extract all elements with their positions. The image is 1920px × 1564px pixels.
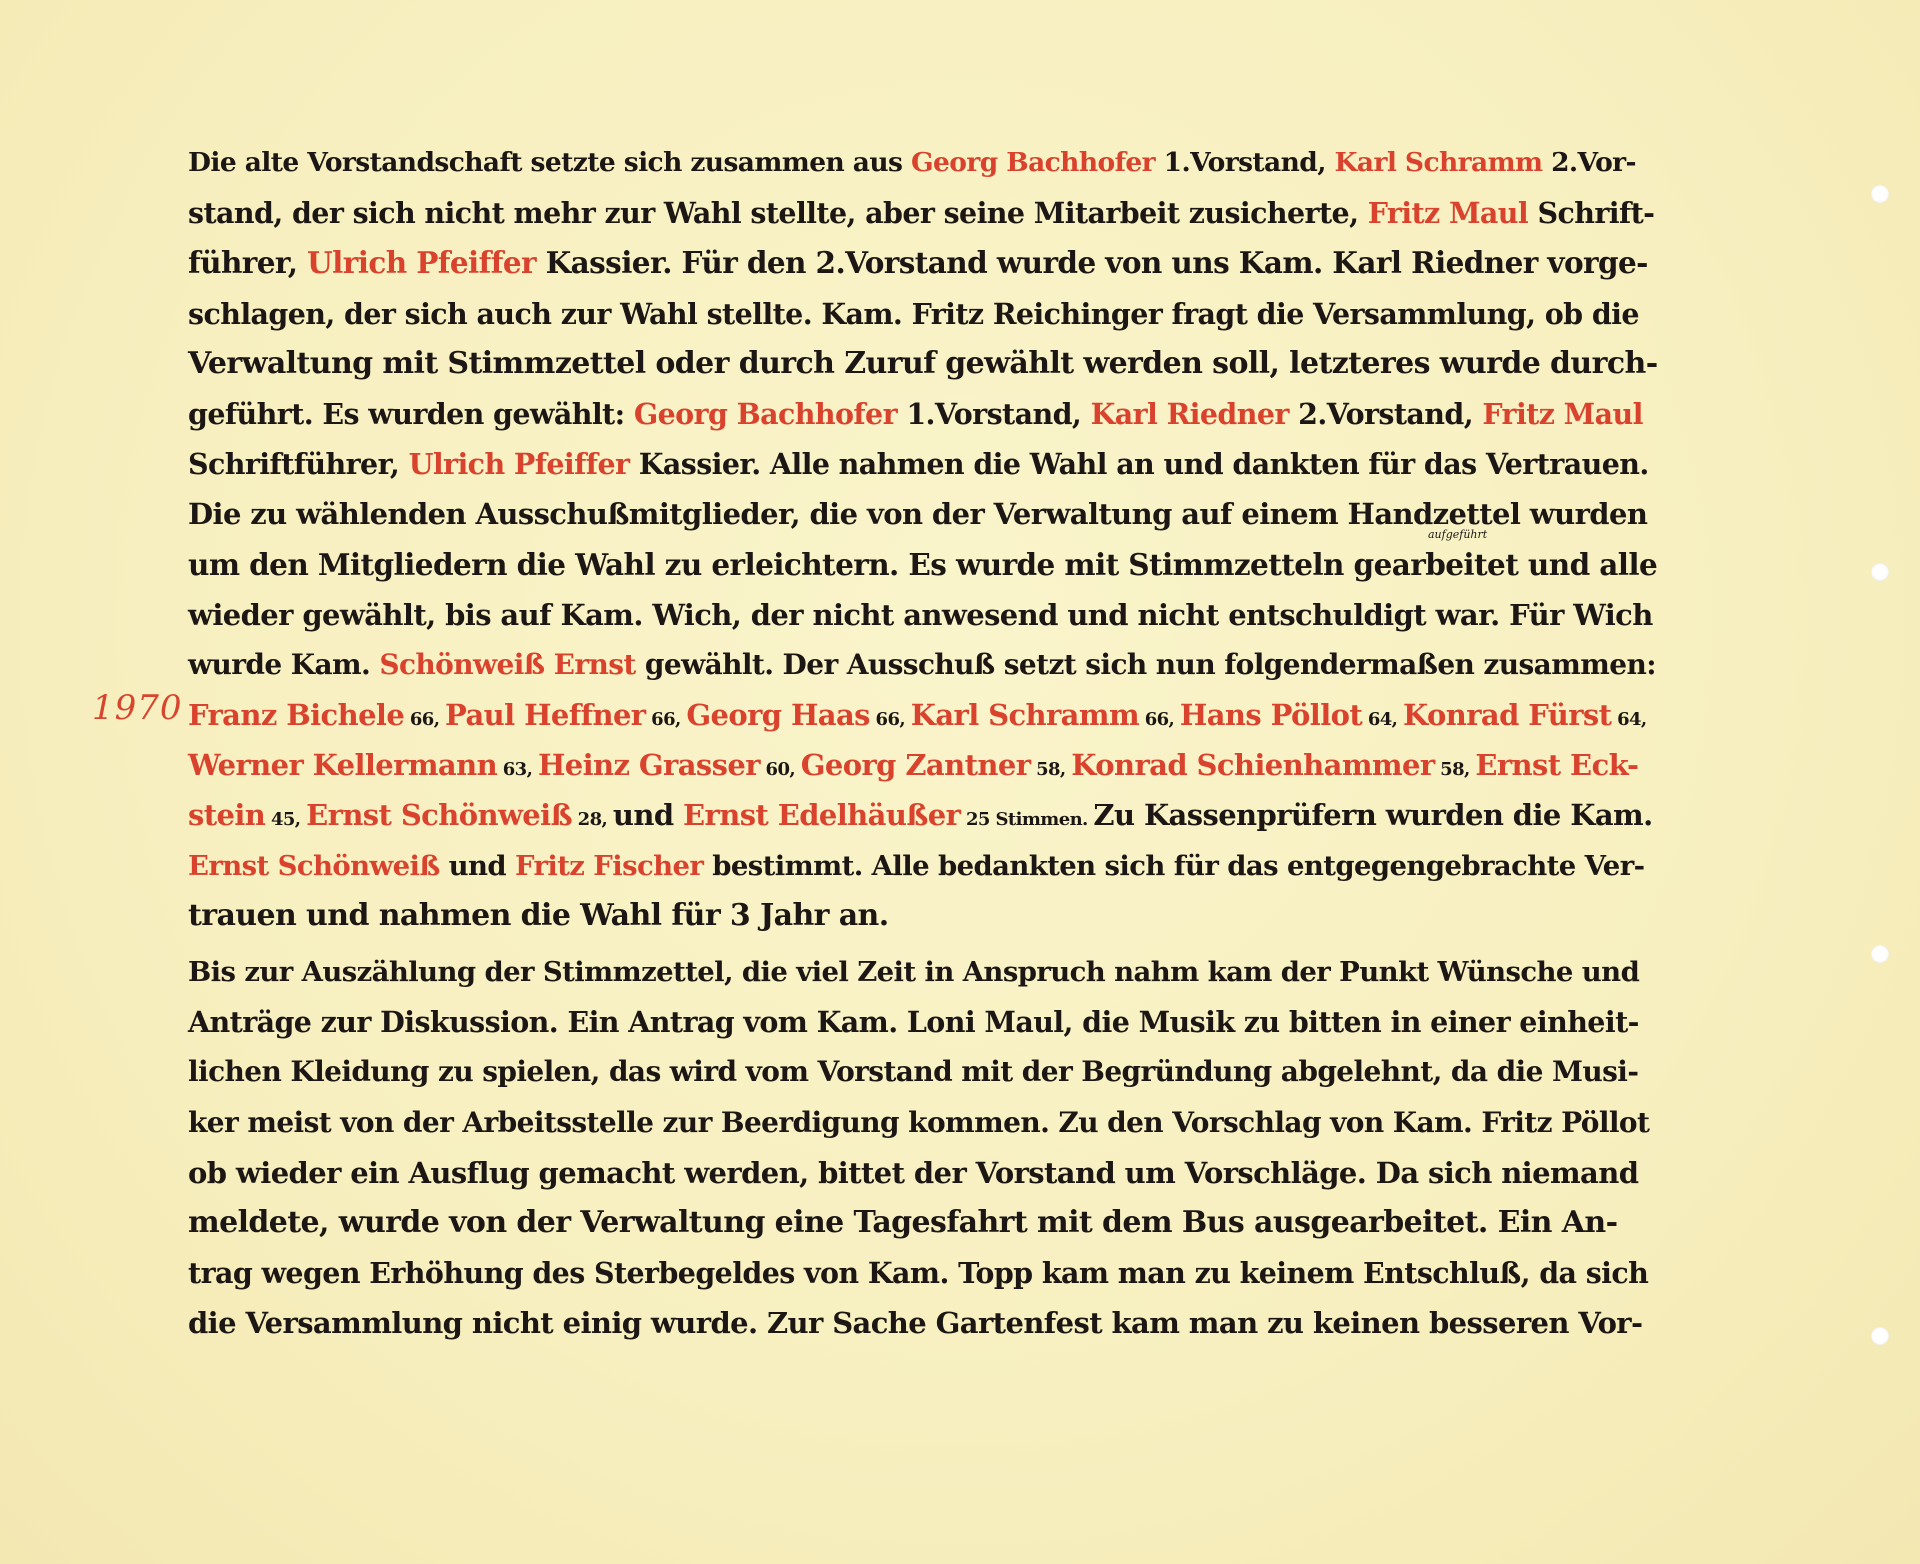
vote-count: 28, [572,809,613,831]
vote-count: 63, [497,759,538,781]
vote-count: 45, [265,809,307,831]
highlighted-name: Heinz Grasser [537,748,760,783]
vote-count: 25 Stimmen. [960,809,1094,831]
highlighted-name: Schönweiß Ernst [379,647,636,681]
punch-hole [1871,945,1889,963]
highlighted-name: Ernst Schönweiß [306,798,573,833]
vote-count: 64, [1611,709,1647,731]
text-segment: Kassier. Alle nahmen die Wahl an und dankten für das Vertrauen. [629,447,1649,482]
text-segment: Zu Kassenprüfern wurden die Kam. [1093,798,1653,833]
highlighted-name: Fritz Fischer [515,849,704,882]
highlighted-name: Georg Bachhofer [633,396,897,431]
text-line [188,1047,1658,1097]
highlighted-name: Ernst Eck- [1475,748,1639,783]
text-line [188,389,1658,439]
text-segment: Schrift- [1528,196,1655,231]
text-segment: geführt. Es wurden gewählt: [188,396,634,431]
highlighted-name: Konrad Schienhammer [1071,748,1435,783]
highlighted-name: Fritz Maul [1367,196,1529,231]
text-segment: gewählt. Der Ausschuß setzt sich nun folgendermaßen zusammen: [635,647,1656,681]
text-segment: Verwaltung mit Stimmzettel oder durch Zuruf gewählt werden soll, letzteres wurde durch- [188,345,1658,381]
text-line [188,891,1658,941]
highlighted-name: Hans Pöllot [1179,698,1363,733]
text-segment: trauen und nahmen die Wahl für 3 Jahr an. [188,897,889,933]
text-segment: Anträge zur Diskussion. Ein Antrag vom Kam. Loni Maul, die Musik zu bitten in einer einheit- [188,1005,1639,1040]
text-segment: um den Mitgliedern die Wahl zu erleichtern. Es wurde mit Stimmzetteln gearbeitet und alle [188,546,1658,582]
highlighted-name: Georg Zantner [800,748,1031,783]
text-segment: Die alte Vorstandschaft setzte sich zusammen aus [188,147,911,178]
text-line [188,690,1658,740]
highlighted-name: Georg Haas [686,698,870,733]
vote-count: 64, [1362,709,1404,731]
text-line [188,489,1658,539]
text-segment: 1.Vorstand, [1155,147,1335,178]
text-line [188,841,1658,891]
text-segment: lichen Kleidung zu spielen, das wird vom Vorstand mit der Begründung abgelehnt, da die Musi- [188,1055,1639,1089]
highlighted-name: Werner Kellermann [188,748,498,783]
text-line [188,947,1658,997]
highlighted-name: Karl Riedner [1090,396,1289,431]
vote-count: 66, [404,709,446,731]
highlighted-name: Fritz Maul [1482,396,1643,431]
text-segment: 2.Vorstand, [1288,396,1483,431]
text-line [188,1198,1658,1248]
vote-count: 66, [1139,709,1180,731]
text-segment: schlagen, der sich auch zur Wahl stellte. Kam. Fritz Reichinger fragt die Versammlung, ob die [188,296,1639,331]
highlighted-name: Georg Bachhofer [910,147,1156,178]
text-line [188,1248,1658,1298]
highlighted-name: Paul Heffner [445,698,646,733]
text-line [188,439,1658,489]
text-line [188,1098,1658,1148]
vote-count: 58, [1030,759,1072,781]
highlighted-name: Ulrich Pfeiffer [307,245,536,281]
text-line [188,740,1658,790]
punch-hole [1871,1327,1889,1345]
insertion-note: aufgeführt [1428,528,1488,541]
text-segment: Bis zur Auszählung der Stimmzettel, die viel Zeit in Anspruch nahm kam der Punkt Wünsche und [188,956,1640,988]
text-segment: bestimmt. Alle bedankten sich für das entgegengebrachte Ver- [703,849,1645,882]
text-segment: und [439,849,516,882]
text-segment: wurde Kam. [188,647,380,681]
highlighted-name: Karl Schramm [910,698,1140,733]
text-line [188,790,1658,840]
text-segment: ob wieder ein Ausflug gemacht werden, bittet der Vorstand um Vorschläge. Da sich niemand [188,1155,1639,1190]
vote-count: 60, [759,759,801,781]
text-segment: und [612,798,684,833]
text-segment: die Versammlung nicht einig wurde. Zur Sache Gartenfest kam man zu keinen besseren Vor- [188,1306,1643,1341]
highlighted-name: Ulrich Pfeiffer [408,447,630,482]
text-line [188,339,1658,389]
vote-count: 66, [645,709,687,731]
text-line [188,238,1658,288]
text-line [188,997,1658,1047]
highlighted-name: Karl Schramm [1334,147,1543,178]
text-line [188,188,1658,238]
text-segment: trag wegen Erhöhung des Sterbegeldes von Kam. Topp kam man zu keinem Entschluß, da sich [188,1256,1649,1291]
text-line [188,1298,1658,1348]
highlighted-name: Franz Bichele [188,698,405,733]
text-line [188,590,1658,640]
text-line [188,289,1658,339]
highlighted-name: Ernst Edelhäußer [683,798,961,833]
punch-hole [1871,185,1889,203]
text-segment: wieder gewählt, bis auf Kam. Wich, der nicht anwesend und nicht entschuldigt war. Für Wich [188,597,1653,632]
text-line [188,138,1658,188]
text-segment: meldete, wurde von der Verwaltung eine Tagesfahrt mit dem Bus ausgearbeitet. Ein An- [188,1204,1618,1240]
vote-count: 66, [869,709,911,731]
highlighted-name: Konrad Fürst [1403,698,1612,733]
text-segment: Kassier. Für den 2.Vorstand wurde von uns Kam. Karl Riedner vorge- [535,245,1648,281]
text-segment: Schriftführer, [188,447,409,482]
margin-year-note: 1970 [92,688,183,728]
text-line [188,1148,1658,1198]
text-line [188,540,1658,590]
text-segment: Die zu wählenden Ausschußmitglieder, die von der Verwaltung auf einem Handzettel wurden [188,497,1648,532]
text-segment: stand, der sich nicht mehr zur Wahl stellte, aber seine Mitarbeit zusicherte, [188,196,1368,231]
text-segment: führer, [188,245,308,281]
text-segment: 2.Vor- [1542,147,1636,178]
highlighted-name: stein [188,798,266,833]
highlighted-name: Ernst Schönweiß [188,849,440,882]
vote-count: 58, [1434,759,1476,781]
handwritten-text-block [188,138,1658,1349]
text-segment: ker meist von der Arbeitsstelle zur Beerdigung kommen. Zu den Vorschlag von Kam. Fritz Pöllot [188,1105,1650,1139]
punch-hole [1871,563,1889,581]
text-line [188,640,1658,690]
text-segment: 1.Vorstand, [897,396,1091,431]
